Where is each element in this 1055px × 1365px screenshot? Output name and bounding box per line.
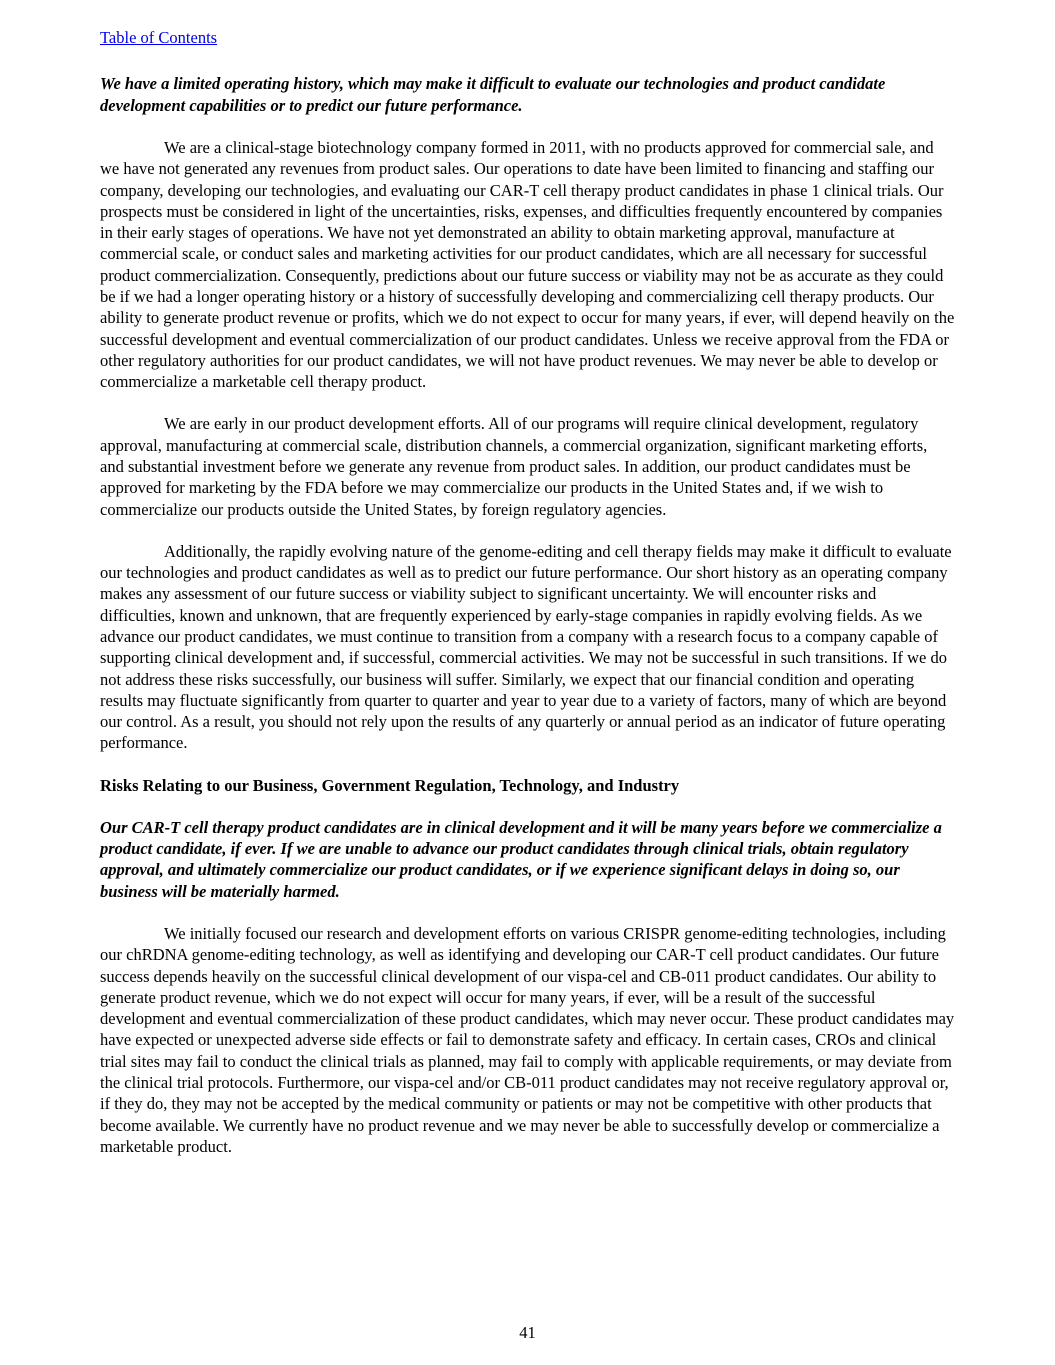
section-heading: Our CAR-T cell therapy product candidates are in clinical development and it will be many years before we commercialize a product candidate, if ever. If we are unable to advance our product candidates through clinical trials, obtain regulatory approval, and ultimately commercialize our product candidates, or if we experience significant delays in doing so, our business will be materially harmed. — [100, 817, 942, 901]
section-heading: We have a limited operating history, which may make it difficult to evaluate our technologies and product candidate development capabilities or to predict our future performance. — [100, 74, 886, 115]
paragraph: We initially focused our research and development efforts on various CRISPR genome-editing technologies, including our chRDNA genome-editing technology, as well as identifying and developing our CAR-T cell product candidates. Our future success depends heavily on the successful clinical development of our vispa-cel and CB-011 product candidates. Our ability to generate product revenue, which we do not expect will occur for many years, if ever, will be a result of the successful development and eventual commercialization of these product candidates, which may never occur. These product candidates may have expected or unexpected adverse side effects or fail to demonstrate safety and efficacy. In certain cases, CROs and clinical trial sites may fail to conduct the clinical trials as planned, may fail to comply with applicable requirements, or may deviate from the clinical trial protocols. Furthermore, our vispa-cel and/or CB-011 product candidates may not receive regulatory approval or, if they do, they may not be accepted by the medical community or patients or may not be competitive with other products that become available. We currently have no product revenue and we may never be able to successfully develop or commercialize a marketable product. — [100, 924, 955, 1156]
page-number: 41 — [519, 1323, 536, 1342]
paragraph: We are early in our product development efforts. All of our programs will require clinical development, regulatory approval, manufacturing at commercial scale, distribution channels, a commercial organization, significant marketing efforts, and substantial investment before we generate any revenue from product sales. In addition, our product candidates must be approved for marketing by the FDA before we may commercialize our products in the United States and, if we wish to commercialize our products outside the United States, by foreign regulatory agencies. — [100, 414, 928, 519]
table-of-contents-link[interactable]: Table of Contents — [100, 28, 218, 47]
document-body — [100, 73, 955, 1157]
paragraph: Additionally, the rapidly evolving nature of the genome-editing and cell therapy fields may make it difficult to evaluate our technologies and product candidates as well as to predict our future performance. Our short history as an operating company makes any assessment of our future success or viability subject to significant uncertainty. We will encounter risks and difficulties, known and unknown, that are frequently experienced by early-stage companies in rapidly evolving fields. As we advance our product candidates, we must continue to transition from a company with a research focus to a company capable of supporting clinical development and, if successful, commercial activities. We may not be successful in such transitions. If we do not address these risks successfully, our business will suffer. Similarly, we expect that our financial condition and operating results may fluctuate significantly from quarter to quarter and year to year due to a variety of factors, many of which are beyond our control. As a result, you should not rely upon the results of any quarterly or annual period as an indicator of future operating performance. — [100, 541, 952, 753]
paragraph: We are a clinical-stage biotechnology company formed in 2011, with no products approved for commercial sale, and we have not generated any revenues from product sales. Our operations to date have been limited to financing and staffing our company, developing our technologies, and evaluating our CAR-T cell therapy product candidates in phase 1 clinical trials. Our prospects must be considered in light of the uncertainties, risks, expenses, and difficulties frequently encountered by companies in their early stages of operations. We have not yet demonstrated an ability to obtain marketing approval, manufacture at commercial scale, or conduct sales and marketing activities for our product candidates, which are all necessary for successful product commercialization. Consequently, predictions about our future success or viability may not be as accurate as they could be if we had a longer operating history or a history of successfully developing and commercializing cell therapy products. Our ability to generate product revenue or profits, which we do not expect to occur for many years, if ever, will depend heavily on the successful development and eventual commercialization of our product candidates. Unless we receive approval from the FDA or other regulatory authorities for our product candidates, we will not have product revenues. We may never be able to develop or commercialize a marketable cell therapy product. — [100, 138, 955, 392]
section-heading: Risks Relating to our Business, Government Regulation, Technology, and Industry — [100, 775, 680, 795]
